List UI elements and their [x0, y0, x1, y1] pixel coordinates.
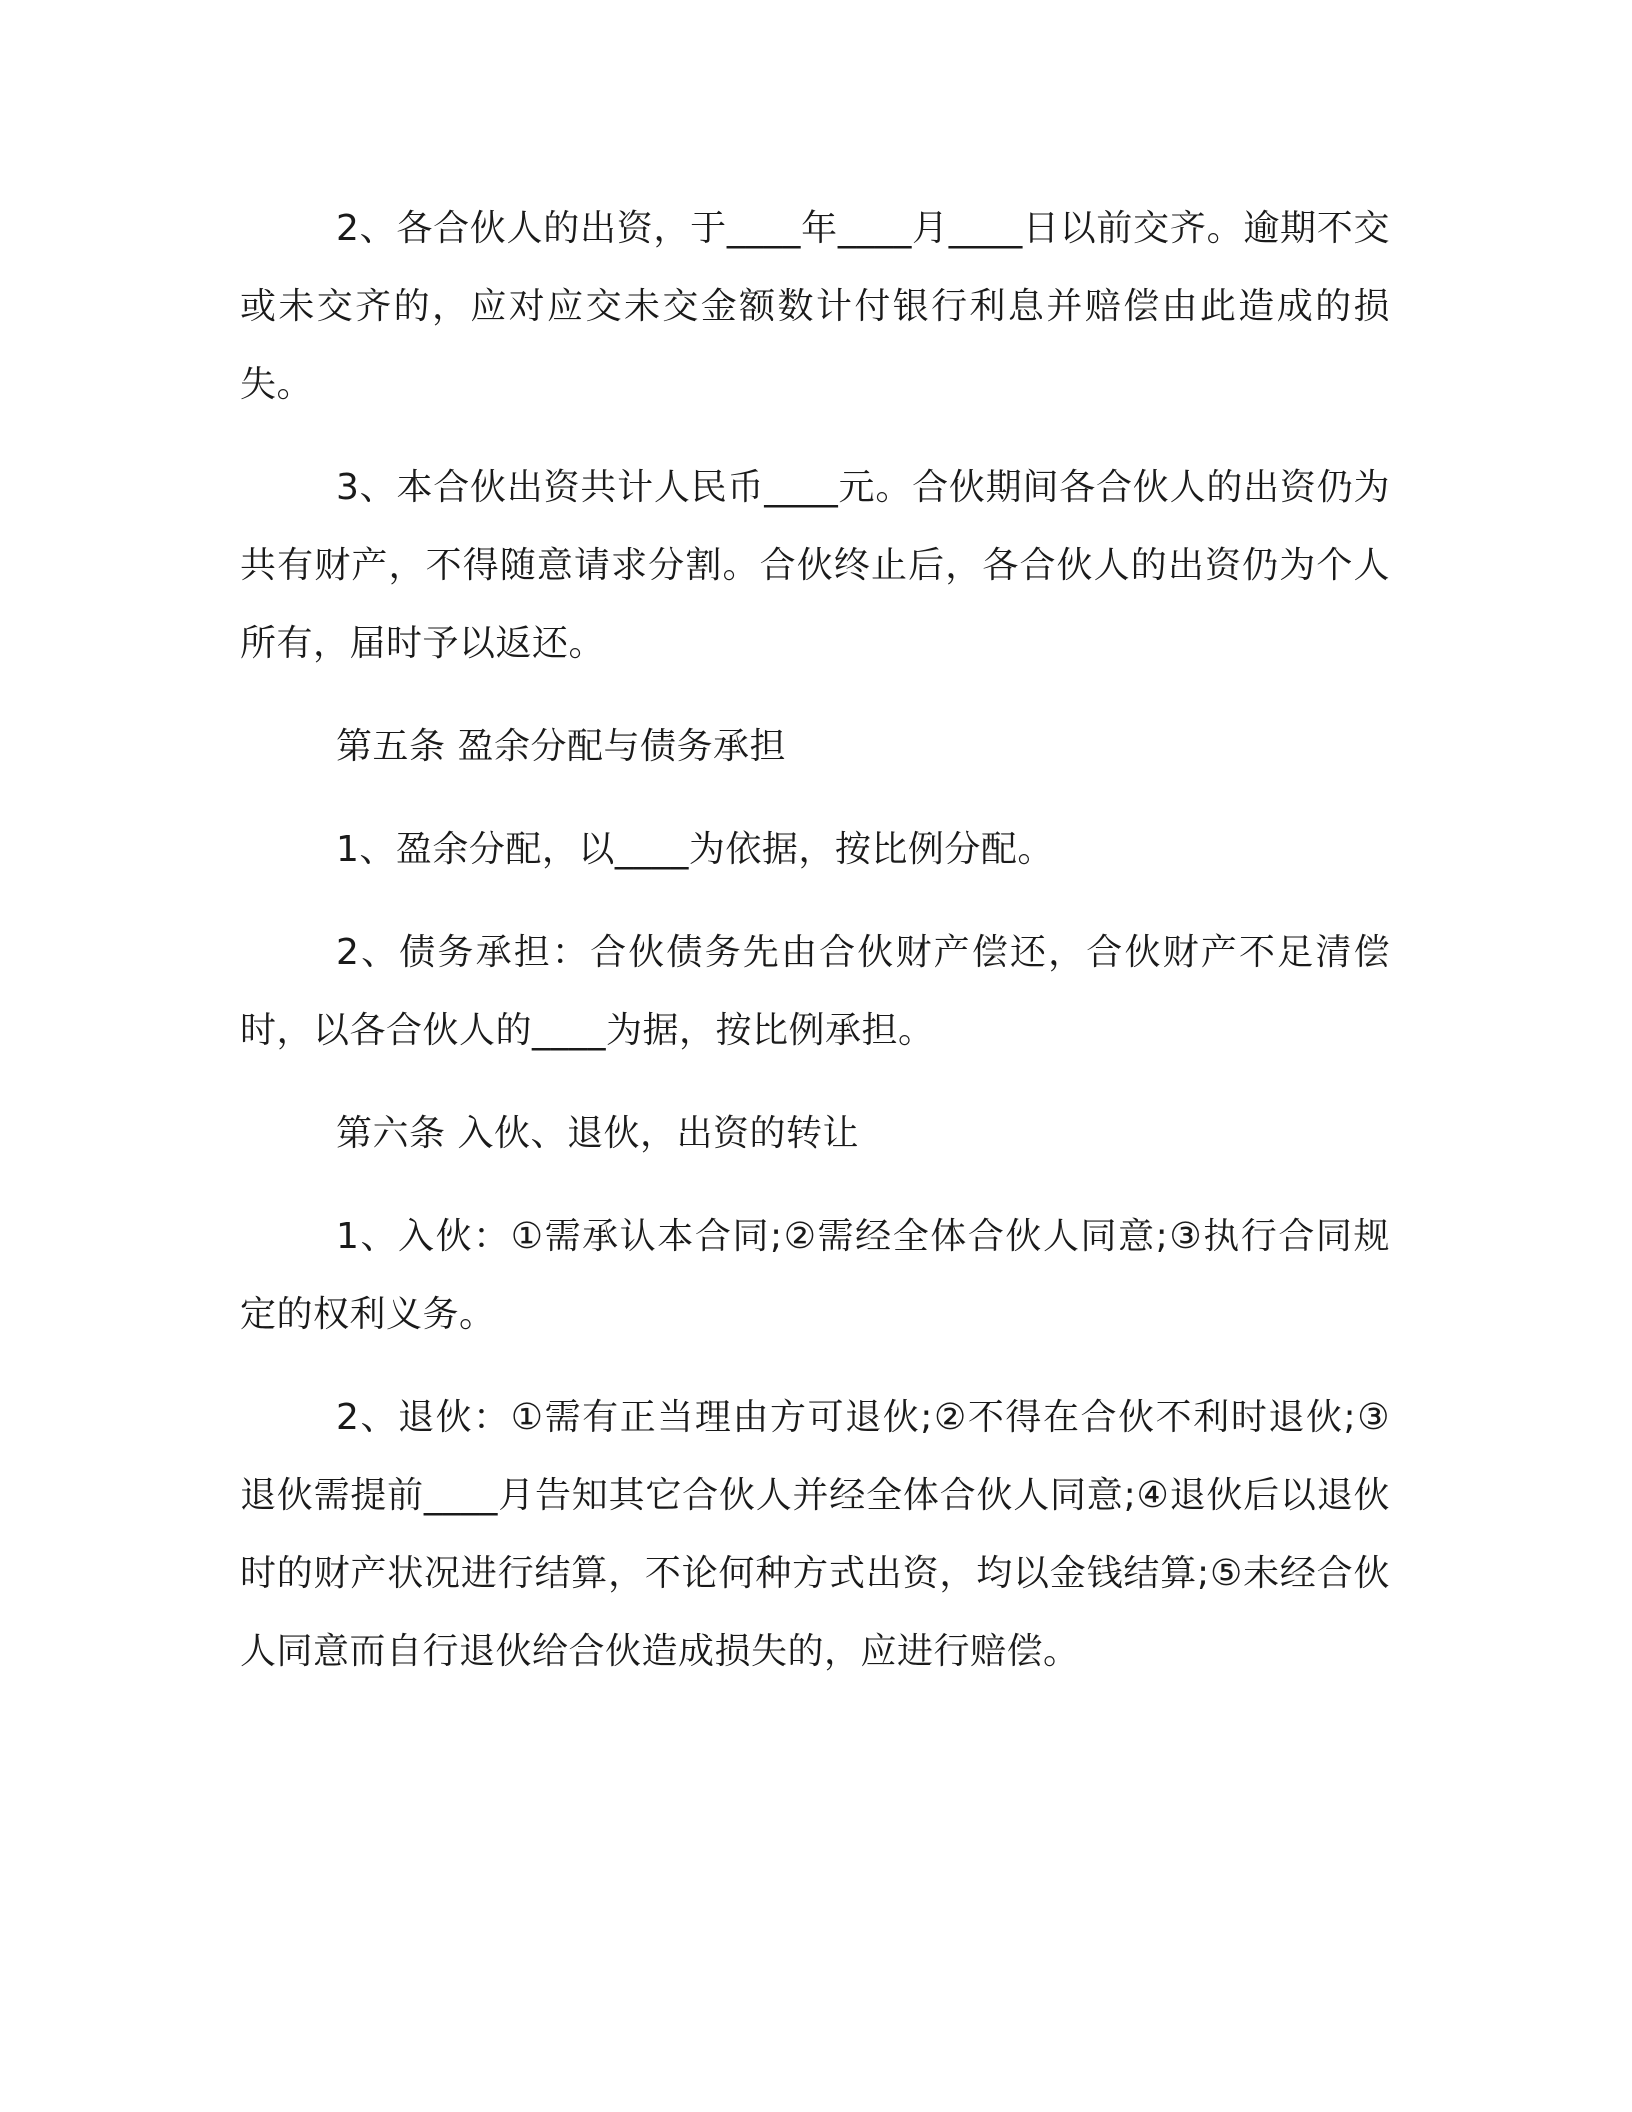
paragraph-contribution-deadline: 2、各合伙人的出资，于____年____月____日以前交齐。逾期不交或未交齐的，应对应交未交金额数计付银行利息并赔偿由此造成的损失。 — [240, 208, 1390, 405]
paragraph-profit-distribution: 1、盈余分配，以____为依据，按比例分配。 — [336, 829, 1054, 870]
paragraph-withdrawal: 2、退伙：①需有正当理由方可退伙;②不得在合伙不利时退伙;③退伙需提前____月告知其它合伙人并经全体合伙人同意;④退伙后以退伙时的财产状况进行结算，不论何种方式出资，均以金钱结算;⑤未经合伙人同意而自行退伙给合伙造成损失的，应进行赔偿。 — [240, 1397, 1390, 1672]
article-5-heading: 第五条 盈余分配与债务承担 — [336, 726, 786, 767]
article-6-heading: 第六条 入伙、退伙，出资的转让 — [336, 1113, 859, 1154]
paragraph-debt-bearing: 2、债务承担：合伙债务先由合伙财产偿还，合伙财产不足清偿时，以各合伙人的____为据，按比例承担。 — [240, 932, 1390, 1051]
document-body — [240, 190, 1390, 1716]
paragraph-total-contribution: 3、本合伙出资共计人民币____元。合伙期间各合伙人的出资仍为共有财产，不得随意请求分割。合伙终止后，各合伙人的出资仍为个人所有，届时予以返还。 — [240, 467, 1390, 664]
paragraph-joining: 1、入伙：①需承认本合同;②需经全体合伙人同意;③执行合同规定的权利义务。 — [240, 1216, 1390, 1335]
